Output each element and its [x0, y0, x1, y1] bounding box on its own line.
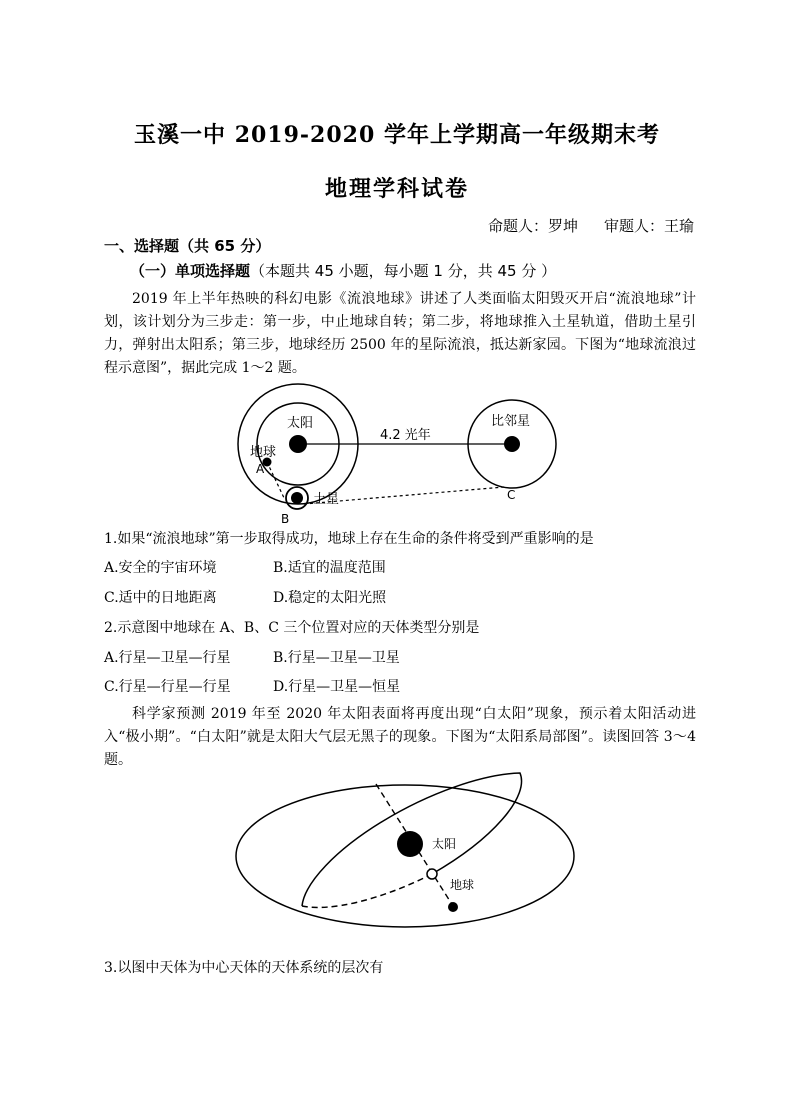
- earth-open-dot: [427, 869, 437, 879]
- point-b-label: B: [281, 512, 290, 526]
- sun-dot: [397, 831, 423, 857]
- saturn-label: 土星: [313, 492, 340, 507]
- sun-label: 太阳: [432, 837, 457, 851]
- sun-label: 太阳: [287, 416, 314, 431]
- q2-option-c: C.行星—行星—行星: [104, 679, 231, 695]
- subsection-note: （本题共 45 小题，每小题 1 分，共 45 分 ）: [250, 262, 557, 280]
- exam-title: 玉溪一中 2019-2020 学年上学期高一年级期末考: [134, 122, 660, 148]
- inclined-orbit-dashed: [302, 874, 432, 907]
- q2-option-a: A.行星—卫星—行星: [104, 650, 231, 666]
- q1-option-d: D.稳定的太阳光照: [273, 590, 387, 606]
- exam-subtitle: 地理学科试卷: [324, 176, 469, 202]
- path-a-b: [267, 462, 285, 500]
- question-1: 1.如果“流浪地球”第一步取得成功，地球上存在生命的条件将受到严重影响的是: [104, 531, 594, 547]
- point-a-label: A: [256, 462, 265, 476]
- q1-option-b: B.适宜的温度范围: [273, 560, 386, 576]
- earth-label: 地球: [450, 878, 475, 892]
- passage-1: 2019 年上半年热映的科幻电影《流浪地球》讲述了人类面临太阳毁灭开启“流浪地球”计划，该计划分为三步走：第一步，中止地球自转；第二步，将地球推入土星轨道，借助土星引力，弹射出太阳系；第三步，地球经历 2500 年的星际流浪，抵达新家园。下图为“地球流浪过程示意图”，据此完成 1～2 题。: [104, 291, 696, 376]
- subsection-heading: [130, 260, 556, 281]
- q2-option-d: D.行星—卫星—恒星: [273, 679, 401, 695]
- question-2: 2.示意图中地球在 A、B、C 三个位置对应的天体类型分别是: [104, 620, 480, 636]
- q1-option-a: A.安全的宇宙环境: [104, 560, 217, 576]
- author-line: [488, 215, 694, 236]
- proxima-label: 比邻星: [491, 414, 531, 429]
- point-c-label: C: [507, 488, 516, 502]
- question-3: 3.以图中天体为中心天体的天体系统的层次有: [104, 960, 384, 976]
- solar-system-diagram: [230, 762, 590, 937]
- reviewer: 审题人：王瑜: [603, 217, 694, 235]
- distance-label: 4.2 光年: [380, 428, 431, 443]
- wandering-earth-diagram: [230, 378, 570, 528]
- earth-label: 地球: [250, 445, 277, 460]
- saturn-dot: [291, 492, 303, 504]
- subsection-title: （一）单项选择题: [130, 262, 251, 280]
- author: 命题人：罗坤: [487, 217, 578, 235]
- passage-2: 科学家预测 2019 年至 2020 年太阳表面将再度出现“白太阳”现象，预示着太阳活动进入“极小期”。“白太阳”就是太阳大气层无黑子的现象。下图为“太阳系局部图”。读图回答 3～4 题。: [104, 706, 696, 768]
- section-heading: 一、选择题（共 65 分）: [104, 237, 271, 255]
- planet-dot: [448, 902, 458, 912]
- q2-option-b: B.行星—卫星—卫星: [273, 650, 400, 666]
- q1-option-c: C.适中的日地距离: [104, 590, 217, 606]
